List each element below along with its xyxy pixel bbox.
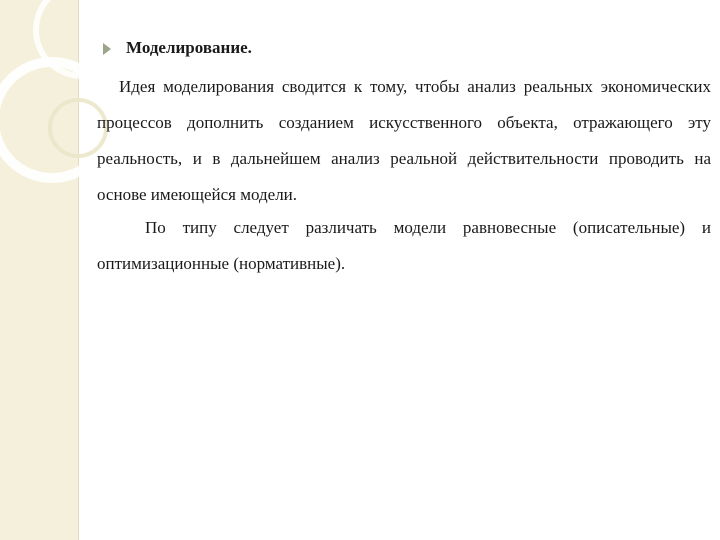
paragraph-2: По типу следует различать модели равновесные (описательные) и оптимизационные (нормативные). <box>97 218 711 273</box>
paragraph-1: Идея моделирования сводится к тому, чтобы анализ реальных экономических процессов дополнить созданием искусственного объекта, отражающего эту реальность, и в дальнейшем анализ реальной действительности проводить на основе имеющейся модели. <box>97 77 711 204</box>
slide-heading: Моделирование. <box>126 38 252 57</box>
bullet-icon <box>103 43 111 55</box>
deco-ring-large <box>0 62 110 178</box>
deco-ring-small <box>36 0 128 76</box>
